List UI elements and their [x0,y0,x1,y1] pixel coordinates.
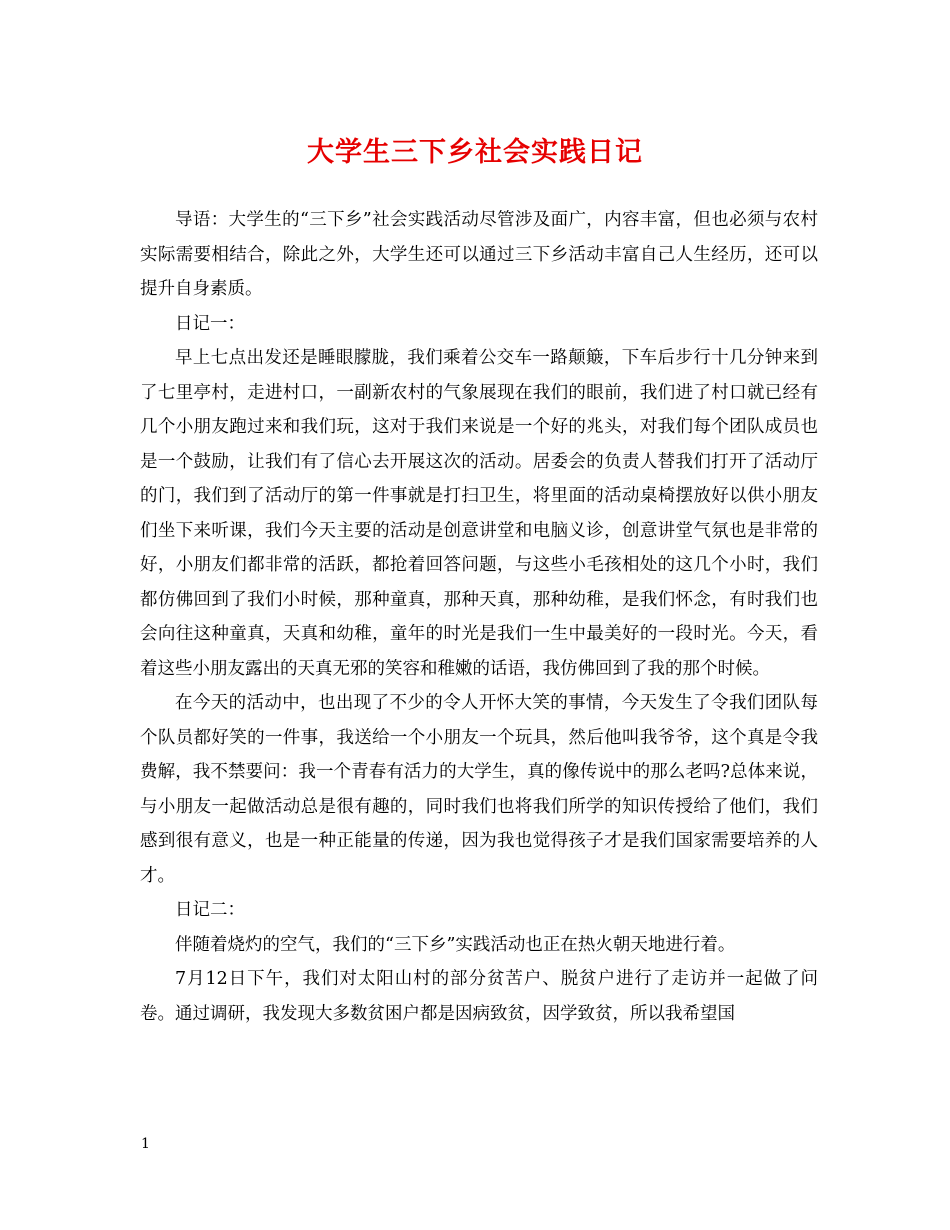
diary-two-heading: 日记二： [175,900,245,920]
document-title: 大学生三下乡社会实践日记 [307,137,643,168]
body-paragraph: 7月12日下午，我们对太阳山村的部分贫苦户、脱贫户进行了走访并一起做了问卷。通过调研，我发现大多数贫困户都是因病致贫，因学致贫，所以我希望国 [140,969,818,1024]
diary-one-heading: 日记一： [175,313,245,334]
intro-paragraph: 导语：大学生的“三下乡”社会实践活动尽管涉及面广，内容丰富，但也必须与农村实际需要相结合，除此之外，大学生还可以通过三下乡活动丰富自己人生经历，还可以提升自身素质。 [140,210,818,299]
document-body [140,203,818,1031]
body-paragraph: 伴随着烧灼的空气，我们的“三下乡”实践活动也正在热火朝天地进行着。 [175,934,736,955]
body-paragraph: 早上七点出发还是睡眼朦胧，我们乘着公交车一路颠簸，下车后步行十几分钟来到了七里亭村，走进村口，一副新农村的气象展现在我们的眼前，我们进了村口就已经有几个小朋友跑过来和我们玩，这对于我们来说是一个好的兆头，对我们每个团队成员也是一个鼓励，让我们有了信心去开展这次的活动。居委会的负责人替我们打开了活动厅的门，我们到了活动厅的第一件事就是打扫卫生，将里面的活动桌椅摆放好以供小朋友们坐下来听课，我们今天主要的活动是创意讲堂和电脑义诊，创意讲堂气氛也是非常的好，小朋友们都非常的活跃，都抢着回答问题，与这些小毛孩相处的这几个小时，我们都仿佛回到了我们小时候，那种童真，那种天真，那种幼稚，是我们怀念，有时我们也会向往这种童真，天真和幼稚，童年的时光是我们一生中最美好的一段时光。今天，看着这些小朋友露出的天真无邪的笑容和稚嫩的话语，我仿佛回到了我的那个时候。 [140,348,818,679]
body-paragraph: 在今天的活动中，也出现了不少的令人开怀大笑的事情，今天发生了令我们团队每个队员都好笑的一件事，我送给一个小朋友一个玩具，然后他叫我爷爷，这个真是令我费解，我不禁要问：我一个青春有活力的大学生，真的像传说中的那么老吗?总体来说，与小朋友一起做活动总是很有趣的，同时我们也将我们所学的知识传授给了他们，我们感到很有意义，也是一种正能量的传递，因为我也觉得孩子才是我们国家需要培养的人才。 [140,693,818,886]
page-number: 1 [141,1136,150,1152]
